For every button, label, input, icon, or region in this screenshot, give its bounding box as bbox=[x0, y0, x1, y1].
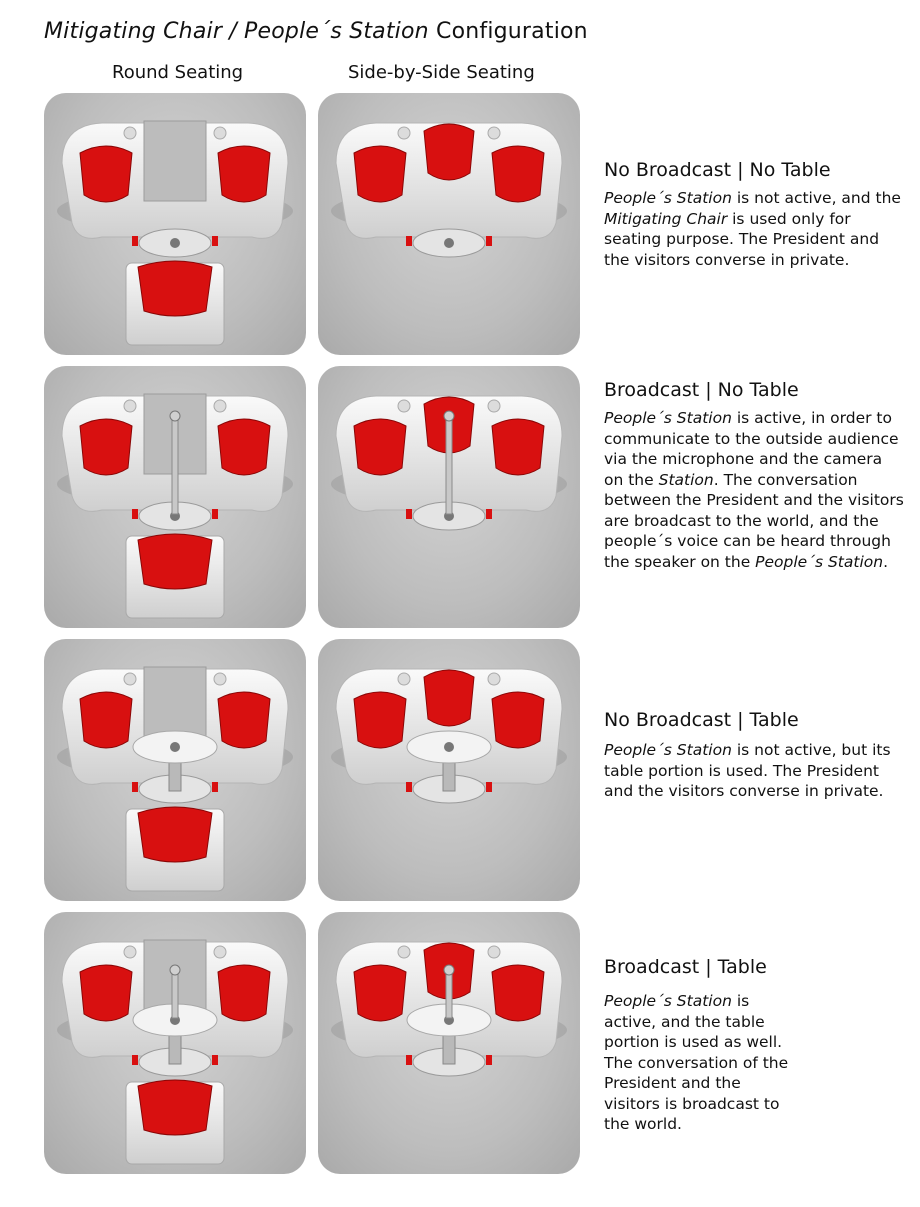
config-description: People´s Station is not active, and the Mitigating Chair is used only for seating purpose. The President and the visitors converse in private. bbox=[604, 189, 901, 269]
render-side-no-broadcast-no-table bbox=[318, 93, 580, 355]
page-title bbox=[44, 19, 588, 44]
config-heading: No Broadcast | No Table bbox=[604, 159, 831, 181]
render-round-broadcast-no-table bbox=[44, 366, 306, 628]
render-round-no-broadcast-table bbox=[44, 639, 306, 901]
config-description: People´s Station is not active, but its table portion is used. The President and the visitors converse in private. bbox=[604, 741, 891, 800]
config-heading: Broadcast | No Table bbox=[604, 379, 799, 401]
title-italic: Mitigating Chair / People´s Station bbox=[44, 19, 429, 44]
description-block bbox=[604, 378, 904, 572]
config-description: People´s Station is active, in order to communicate to the outside audience via the microphone and the camera on the Station. The conversation between the President and the visitors are broadcast to the world, and the people´s voice can be heard through the speaker on the People´s Station. bbox=[604, 409, 904, 571]
render-side-broadcast-table bbox=[318, 912, 580, 1174]
column-heading-round: Round Seating bbox=[112, 62, 244, 83]
title-suffix: Configuration bbox=[428, 19, 588, 44]
config-heading: No Broadcast | Table bbox=[604, 709, 799, 731]
config-description: People´s Station is active, and the table portion is used as well. The conversation of the President and the visitors is broadcast to the world. bbox=[604, 992, 789, 1133]
render-side-broadcast-no-table bbox=[318, 366, 580, 628]
render-round-no-broadcast-no-table bbox=[44, 93, 306, 355]
column-heading-side: Side-by-Side Seating bbox=[348, 62, 535, 83]
description-block bbox=[604, 708, 904, 802]
description-block bbox=[604, 158, 904, 270]
config-heading: Broadcast | Table bbox=[604, 956, 767, 978]
description-block bbox=[604, 955, 904, 1135]
render-side-no-broadcast-table bbox=[318, 639, 580, 901]
render-round-broadcast-table bbox=[44, 912, 306, 1174]
